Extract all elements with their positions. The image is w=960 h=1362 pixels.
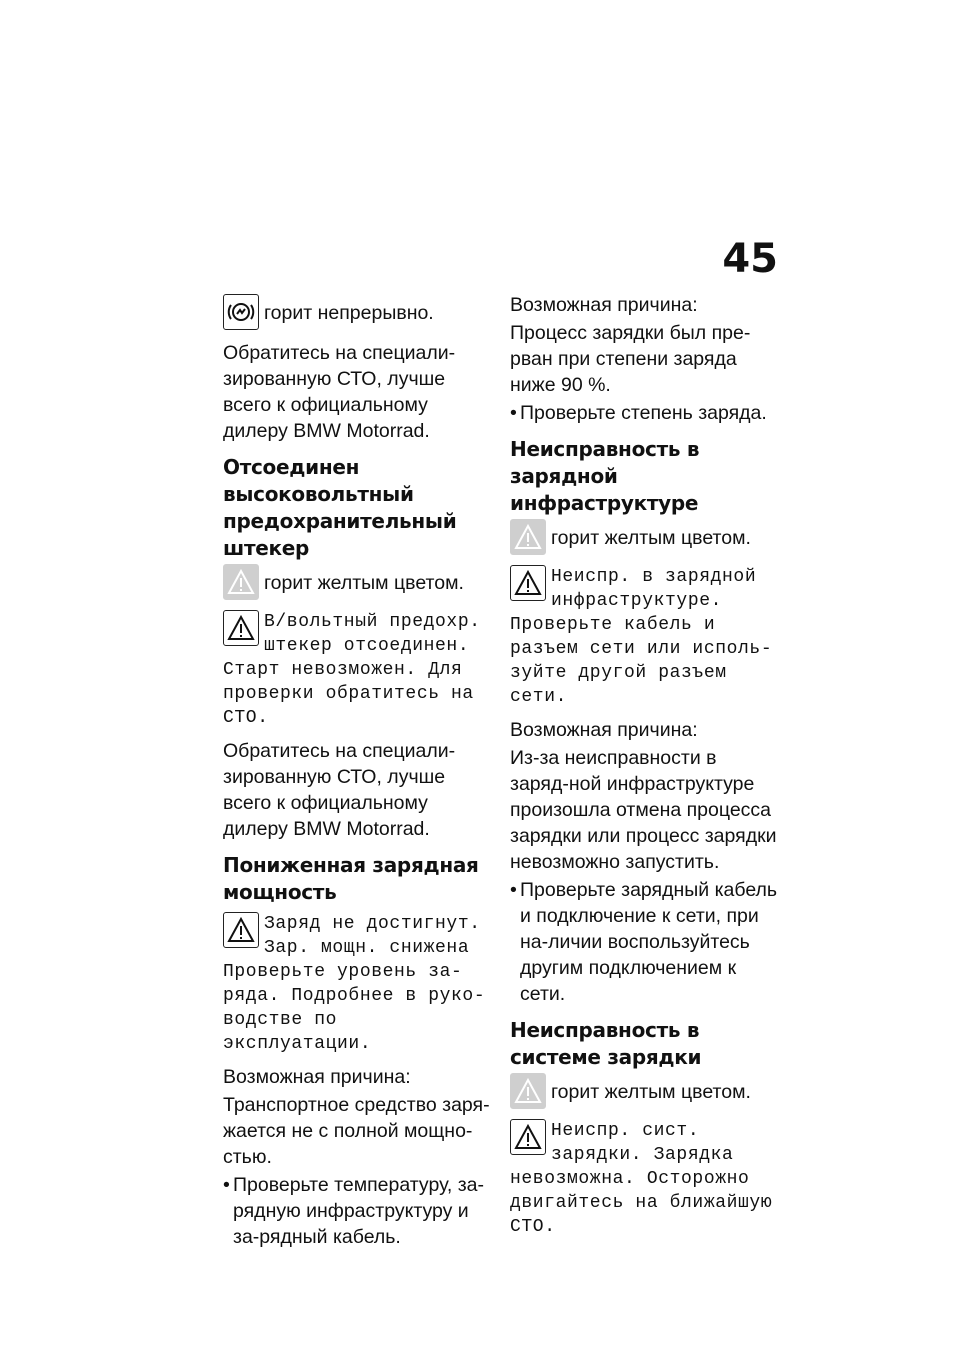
warning-triangle-icon: [223, 912, 259, 948]
display-line: Неиспр. в зарядной: [551, 567, 757, 587]
indicator-brake: [223, 294, 493, 330]
paragraph-contact-service: Обратитесь на специали-зированную СТО, лучше всего к официальному дилеру BMW Motorrad.: [223, 740, 456, 840]
display-line: Заряд не достигнут.: [264, 914, 481, 934]
warning-triangle-icon: [510, 1073, 546, 1109]
heading-hv-plug: Отсоединен высоковольтный предохранительный штекер: [223, 455, 457, 560]
paragraph-contact-service: Обратитесь на специали-зированную СТО, лучше всего к официальному дилеру BMW Motorrad.: [223, 342, 456, 442]
display-line: Зар. мощн. снижена: [264, 938, 470, 958]
warning-triangle-icon: [510, 1119, 546, 1155]
indicator-brake-text: горит непрерывно.: [264, 302, 434, 324]
indicator-charging-system: [510, 1073, 780, 1109]
list-item-text: Проверьте степень заряда.: [520, 402, 767, 424]
warning-triangle-icon: [510, 519, 546, 555]
list-item: • Проверьте степень заряда.: [510, 400, 780, 426]
display-message-charging-system: [510, 1119, 780, 1239]
display-text: Проверьте кабель и разъем сети или исполь-зуйте другой разъем сети.: [510, 615, 773, 707]
indicator-infrastructure-text: горит желтым цветом.: [551, 527, 751, 549]
cause-label: Возможная причина:: [510, 294, 698, 316]
list-item: • Проверьте температуру, за-рядную инфраструктуру и за-рядный кабель.: [223, 1172, 493, 1250]
display-line: зарядки. Зарядка: [551, 1145, 734, 1165]
display-text: Проверьте уровень за-ряда. Подробнее в руко-водстве по эксплуатации.: [223, 962, 486, 1054]
indicator-infrastructure: [510, 519, 780, 555]
heading-reduced-charging: Пониженная зарядная мощность: [223, 853, 479, 904]
display-message-hv-plug: [223, 610, 493, 730]
list-item-text: Проверьте температуру, за-рядную инфраструктуру и за-рядный кабель.: [233, 1174, 484, 1248]
cause-text: Транспортное средство заря-жается не с полной мощно-стью.: [223, 1094, 490, 1168]
heading-charging-system-fault: Неисправность в системе зарядки: [510, 1018, 702, 1069]
display-message-reduced-charging: [223, 912, 493, 1056]
display-text: Старт невозможен. Для проверки обратитесь на СТО.: [223, 660, 474, 728]
right-column: [510, 292, 780, 1247]
display-message-infrastructure: [510, 565, 780, 709]
display-line: штекер отсоединен.: [264, 636, 470, 656]
brake-warning-icon: [223, 294, 259, 330]
warning-triangle-icon: [223, 564, 259, 600]
warning-triangle-icon: [223, 610, 259, 646]
heading-infrastructure-fault: Неисправность в зарядной инфраструктуре: [510, 437, 700, 515]
cause-text: Из-за неисправности в заряд-ной инфраструктуре произошла отмена процесса зарядки или процесс зарядки невозможно запустить.: [510, 747, 777, 873]
cause-text: Процесс зарядки был пре-рван при степени заряда ниже 90 %.: [510, 322, 751, 396]
list-item-text: Проверьте зарядный кабель и подключение к сети, при на-личии воспользуйтесь другим подключением к сети.: [520, 879, 778, 1005]
left-column: [223, 292, 493, 1256]
cause-label: Возможная причина:: [223, 1066, 411, 1088]
display-line: Неиспр. сист.: [551, 1121, 700, 1141]
indicator-hv-plug-text: горит желтым цветом.: [264, 572, 464, 594]
display-line: инфраструктуре.: [551, 591, 723, 611]
display-line: В/вольтный предохр.: [264, 612, 481, 632]
display-text: невозможна. Осторожно двигайтесь на ближайшую СТО.: [510, 1169, 773, 1237]
indicator-hv-plug: [223, 564, 493, 600]
page-number: 45: [722, 236, 778, 282]
cause-label: Возможная причина:: [510, 719, 698, 741]
list-item: • Проверьте зарядный кабель и подключение к сети, при на-личии воспользуйтесь другим подключением к сети.: [510, 877, 780, 1007]
indicator-charging-system-text: горит желтым цветом.: [551, 1081, 751, 1103]
warning-triangle-icon: [510, 565, 546, 601]
